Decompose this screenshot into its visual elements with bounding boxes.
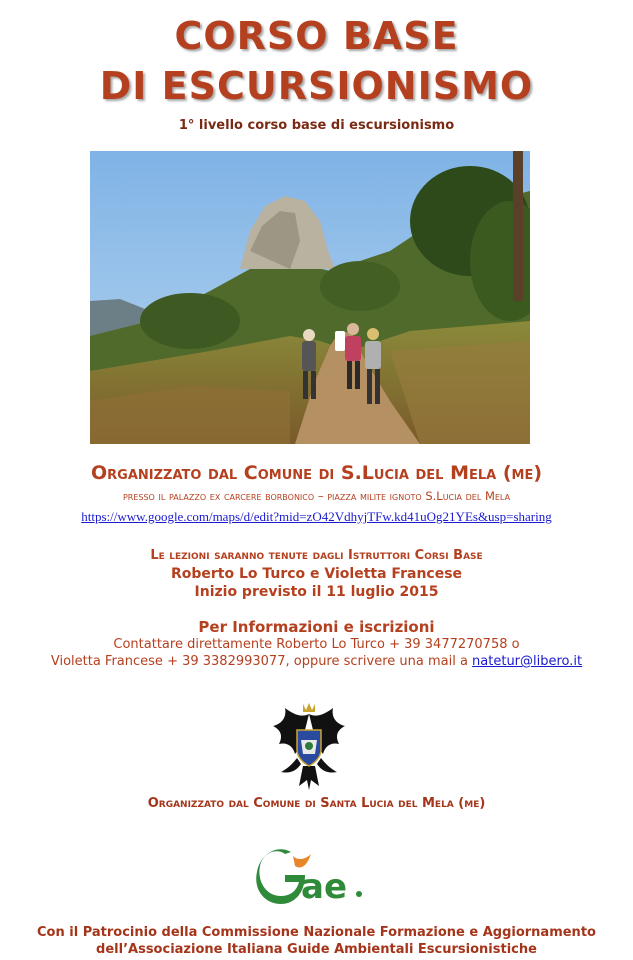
- map-link[interactable]: https://www.google.com/maps/d/edit?mid=zO42VdhyjTFw.kd41uOg21YEs&usp=sharing: [81, 509, 552, 524]
- instructors-names: Roberto Lo Turco e Violetta Francese: [170, 566, 463, 582]
- page-title-line1: CORSO BASE: [174, 14, 459, 58]
- info-line2: [0, 653, 633, 671]
- info-line2-text: Violetta Francese + 39 3382993077, oppure scrivere una mail a: [50, 654, 473, 669]
- organizer-heading: Organizzato dal Comune di S.Lucia del Mela (me): [90, 462, 543, 484]
- start-date: Inizio previsto il 11 luglio 2015: [194, 584, 439, 600]
- eagle-crest-icon: [271, 700, 347, 792]
- svg-text:ae: ae: [301, 867, 348, 906]
- page-title-line2: DI ESCURSIONISMO: [99, 64, 534, 108]
- gae-logo: [255, 848, 370, 906]
- lessons-line1: Le lezioni saranno tenute dagli Istruttori Corsi Base: [150, 548, 483, 563]
- info-line1: Contattare direttamente Roberto Lo Turco + 39 3477270758 o: [113, 637, 520, 652]
- patronage-line2: dell’Associazione Italiana Guide Ambientali Escursionistiche: [96, 942, 537, 957]
- page-subtitle: 1° livello corso base di escursionismo: [178, 118, 455, 133]
- organizer-footer: Organizzato dal Comune di Santa Lucia del Mela (me): [147, 796, 486, 811]
- hiking-photo: [90, 151, 530, 444]
- info-heading: Per Informazioni e iscrizioni: [198, 618, 435, 636]
- patronage-line1: Con il Patrocinio della Commissione Nazionale Formazione e Aggiornamento: [37, 925, 596, 940]
- email-link[interactable]: natetur@libero.it: [472, 654, 583, 669]
- organizer-address: presso il palazzo ex carcere borbonico – piazza milite ignoto S.Lucia del Mela: [122, 489, 511, 503]
